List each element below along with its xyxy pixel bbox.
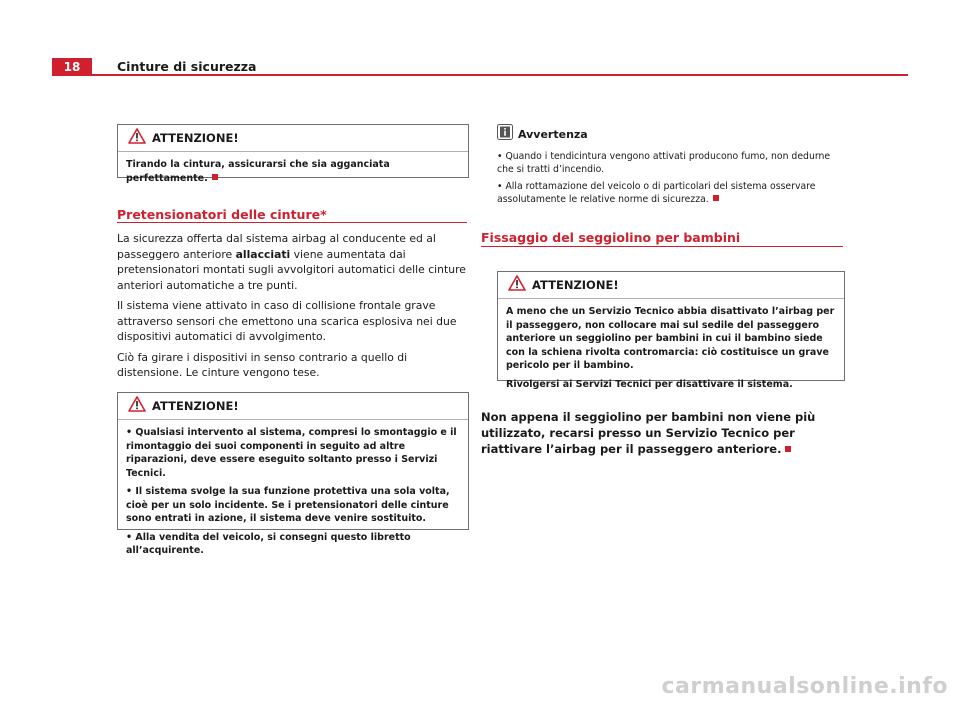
warning-item: • Qualsiasi intervento al sistema, compresi lo smontaggio e il rimontaggio dei suoi componenti in seguito ad altre riparazioni, deve essere eseguito soltanto presso i Servizi Tecnici.	[126, 427, 457, 479]
warning-item: A meno che un Servizio Tecnico abbia disattivato l’airbag per il passeggero, non collocare mai sul sedile del passeggero anteriore un seggiolino per bambini in cui il bambino siede con la schiena rivolta contromarcia: ciò costituisce un grave pericolo per il bambino.	[506, 306, 835, 371]
note-body	[497, 150, 847, 210]
warning-header	[498, 272, 844, 299]
closing-paragraph: Non appena il seggiolino per bambini non viene più utilizzato, recarsi presso un Servizio Tecnico per riattivare l’airbag per il passeggero anteriore.	[481, 410, 816, 456]
warning-title: ATTENZIONE!	[152, 131, 239, 145]
warning-body	[118, 152, 468, 191]
pretensioners-body	[117, 231, 467, 386]
warning-triangle-icon	[508, 275, 526, 291]
heading-rule	[481, 246, 843, 247]
pretensioners-paragraph-2: Il sistema viene attivato in caso di collisione frontale grave attraverso sensori che emettono una scarica esplosiva nei due dispositivi automatici di avvolgimento.	[117, 299, 457, 343]
warning-triangle-icon	[128, 128, 146, 144]
warning-box-belt	[117, 124, 469, 184]
warning-item: • Il sistema svolge la sua funzione protettiva una sola volta, cioè per un solo incidente. Se i pretensionatori delle cinture sono entrati in azione, il sistema deve venire sostituito.	[126, 486, 450, 524]
warning-box-child-seat	[497, 271, 845, 390]
warning-box-pretensioners	[117, 392, 469, 556]
pretensioners-paragraph-3: Ciò fa girare i dispositivi in senso contrario a quello di distensione. Le cinture vengono tese.	[117, 350, 408, 379]
note-title: Avvertenza	[518, 128, 588, 141]
emphasis-fastened: allacciati	[235, 247, 291, 261]
heading-rule	[117, 222, 467, 223]
end-of-section-mark	[212, 174, 218, 180]
end-of-section-mark	[713, 195, 719, 201]
warning-item: Rivolgersi ai Servizi Tecnici per disattivare il sistema.	[506, 378, 793, 390]
warning-body	[118, 420, 468, 564]
pretensioners-heading: Pretensionatori delle cinture*	[117, 207, 327, 222]
section-title: Cinture di sicurezza	[117, 59, 257, 74]
pretensioners-paragraph-1: La sicurezza offerta dal sistema airbag al conducente ed al passeggero anteriore allacciati viene aumentata dai pretensionatori montati sugli avvolgitori automatici delle cinture anteriori automatiche a tre punti.	[117, 232, 466, 292]
warning-title: ATTENZIONE!	[532, 278, 619, 292]
warning-triangle-icon	[128, 396, 146, 412]
warning-header	[118, 125, 468, 152]
child-seat-heading: Fissaggio del seggiolino per bambini	[481, 230, 741, 245]
warning-title: ATTENZIONE!	[152, 399, 239, 413]
warning-text: Tirando la cintura, assicurarsi che sia agganciata perfettamente.	[126, 159, 390, 184]
page-number: 18	[52, 58, 92, 76]
warning-body	[498, 299, 844, 397]
site-watermark: carmanualsonline.info	[661, 674, 948, 699]
warning-item: • Alla vendita del veicolo, si consegni questo libretto all’acquirente.	[126, 531, 411, 556]
note-item: • Quando i tendicintura vengono attivati producono fumo, non dedurne che si tratti d’incendio.	[497, 151, 831, 175]
info-note-icon	[497, 124, 513, 140]
warning-header	[118, 393, 468, 420]
end-of-section-mark	[785, 446, 791, 452]
note-item-last: • Alla rottamazione del veicolo o di particolari del sistema osservare assolutamente le relative norme di sicurezza.	[497, 181, 816, 205]
